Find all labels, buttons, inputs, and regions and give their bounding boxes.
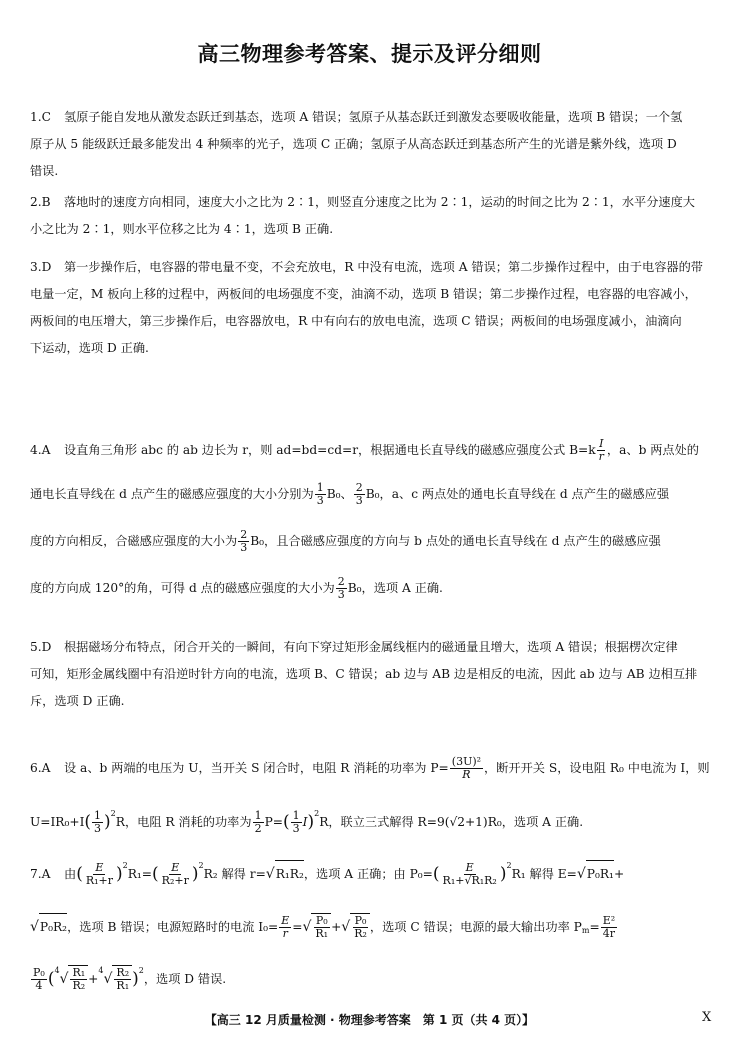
fraction-i-over-r: $\frac{I}{r}$ bbox=[598, 436, 604, 463]
answer-number: 6.A bbox=[30, 760, 51, 775]
answer-text: 氢原子能自发地从激发态跃迁到基态，选项 A 错误；氢原子从基态跃迁到激发态要吸收能量，选项 B 错误；一个氢 bbox=[64, 110, 683, 124]
answer-number: 5.D bbox=[30, 640, 52, 654]
answer-text: 下运动，选项 D 正确. bbox=[30, 341, 149, 355]
answer-text: 电量一定，M 板向上移的过程中，两板间的电场强度不变，油滴不动，选项 B 错误；第二步操作过程，电容器的电容减小， bbox=[30, 287, 697, 301]
answer-text: 落地时的速度方向相同，速度大小之比为 2∶1，则竖直分速度之比为 2∶1，运动的时间之比为 2∶1，水平分速度大 bbox=[64, 195, 695, 209]
answer-text: 第一步操作后，电容器的带电量不变，不会充放电，R 中没有电流，选项 A 错误；第二步操作过程中，由于电容器的带 bbox=[64, 260, 703, 274]
answer-4: 4.A 设直角三角形 abc 的 ab 边长为 r，则 ad=bd=cd=r，根据通电长直导线的磁感应强度公式 B=k $\frac{I}{r}$ ，a、b 两点处的 通电长直导线在 d 点产生的磁感应强度的大小分别为 $\frac{1}{3}$ B₀、 $\frac{2}{3}$ B₀，a、c 两点处的通电长直导线在 d 点产生的磁感应强 度的方向相反，合磁感应强度的大小为 $\frac{2}{3}$ B₀，且合磁感应强度的方向与 b 点处的通电长直导线在 d 点产生的磁感应强 度的方向成 120°的角，可得 d 点的磁感应强度的大小为 $\frac{2}{3}$ B₀，选项 A 正确. bbox=[30, 436, 699, 601]
fraction-two-thirds: $\frac{2}{3}$ bbox=[355, 480, 363, 507]
answer-number: 7.A bbox=[30, 866, 51, 881]
answer-7: 7.A 由 ( $\frac{E}{\text{R₁+r}}$ ) 2 R₁= ( $\frac{E}{\text{R₂+r}}$ ) 2 R₂ 解得 r= √ R₁R₂ ，选项 A 正确；由 P₀= ( $\frac{E}{\text{R₁+√R₁R₂}}$ ) 2 R₁ 解得 E= √ P₀R₁ + √ P₀R₂ ，选项 B 错误；电源短路时的电流 I₀= $\frac{E}{r}$ = √ $\frac{\text{P₀}}{\text{R₁}}$ + √ $\frac{\text{P₀}}{\text{R₂}}$ ，选项 C 错误；电源的最大输出功率 P m = $\frac{\text{E²}}{4r}$ $\frac{\text{P₀}}{4}$ ( 4 √ $\frac{\text{R₁}}{\text{R₂}}$ + 4 √ $\frac{\text{R₂}}{\text{R₁}}$ ) 2 ，选项 D 错误. bbox=[30, 860, 625, 992]
answer-text: 小之比为 2∶1，则水平位移之比为 4∶1，选项 B 正确. bbox=[30, 222, 334, 236]
page-title: 高三物理参考答案、提示及评分细则 bbox=[197, 42, 542, 66]
fraction-two-thirds: $\frac{2}{3}$ bbox=[337, 574, 345, 601]
answer-number: 3.D bbox=[30, 260, 52, 274]
fraction-one-third: $\frac{1}{3}$ bbox=[94, 808, 102, 835]
fraction-two-thirds: $\frac{2}{3}$ bbox=[240, 527, 248, 554]
answer-number: 2.B bbox=[30, 195, 51, 209]
version-mark: X bbox=[702, 1010, 712, 1025]
fraction-one-third: $\frac{1}{3}$ bbox=[292, 808, 300, 835]
answer-6: 6.A 设 a、b 两端的电压为 U，当开关 S 闭合时，电阻 R 消耗的功率为 P= $\frac{\text{(3U)²}}{R}$ ，断开开关 S，设电阻 R₀ 中电流为 I，则 U=IR₀+I ( $\frac{1}{3}$ ) 2 R，电阻 R 消耗的功率为 $\frac{1}{2}$ P= ( $\frac{1}{3}$ I ) 2 R，联立三式解得 R=9(√2+1)R₀，选项 A 正确. bbox=[30, 754, 710, 835]
fraction-one-third: $\frac{1}{3}$ bbox=[316, 480, 324, 507]
answer-text: 可知，矩形金属线圈中有沿逆时针方向的电流，选项 B、C 错误；ab 边与 AB 边是相反的电流，因此 ab 边与 AB 边相互排 bbox=[30, 667, 698, 681]
answer-1 bbox=[30, 104, 712, 185]
answer-text: 斥，选项 D 正确. bbox=[30, 694, 125, 708]
answer-3 bbox=[30, 254, 712, 362]
answer-text: 两板间的电压增大，第三步操作后，电容器放电，R 中有向右的放电电流，选项 C 错误；两板间的电场强度减小，油滴向 bbox=[30, 314, 682, 328]
answer-2 bbox=[30, 189, 712, 243]
answer-text: 错误. bbox=[30, 164, 59, 178]
answer-text: 根据磁场分布特点，闭合开关的一瞬间，有向下穿过矩形金属线框内的磁通量且增大，选项 A 错误；根据楞次定律 bbox=[64, 640, 678, 654]
answer-text: 原子从 5 能级跃迁最多能发出 4 种频率的光子，选项 C 正确；氢原子从高态跃迁到基态所产生的光谱是紫外线，选项 D bbox=[30, 137, 677, 151]
page-footer: 【高三 12 月质量检测 · 物理参考答案 第 1 页（共 4 页）】 bbox=[204, 1013, 535, 1027]
answer-number: 4.A bbox=[30, 442, 51, 457]
answer-5 bbox=[30, 634, 712, 715]
fraction-one-half: $\frac{1}{2}$ bbox=[254, 808, 262, 835]
fraction-power: $\frac{\text{(3U)²}}{R}$ bbox=[451, 754, 482, 781]
answer-number: 1.C bbox=[30, 110, 51, 124]
